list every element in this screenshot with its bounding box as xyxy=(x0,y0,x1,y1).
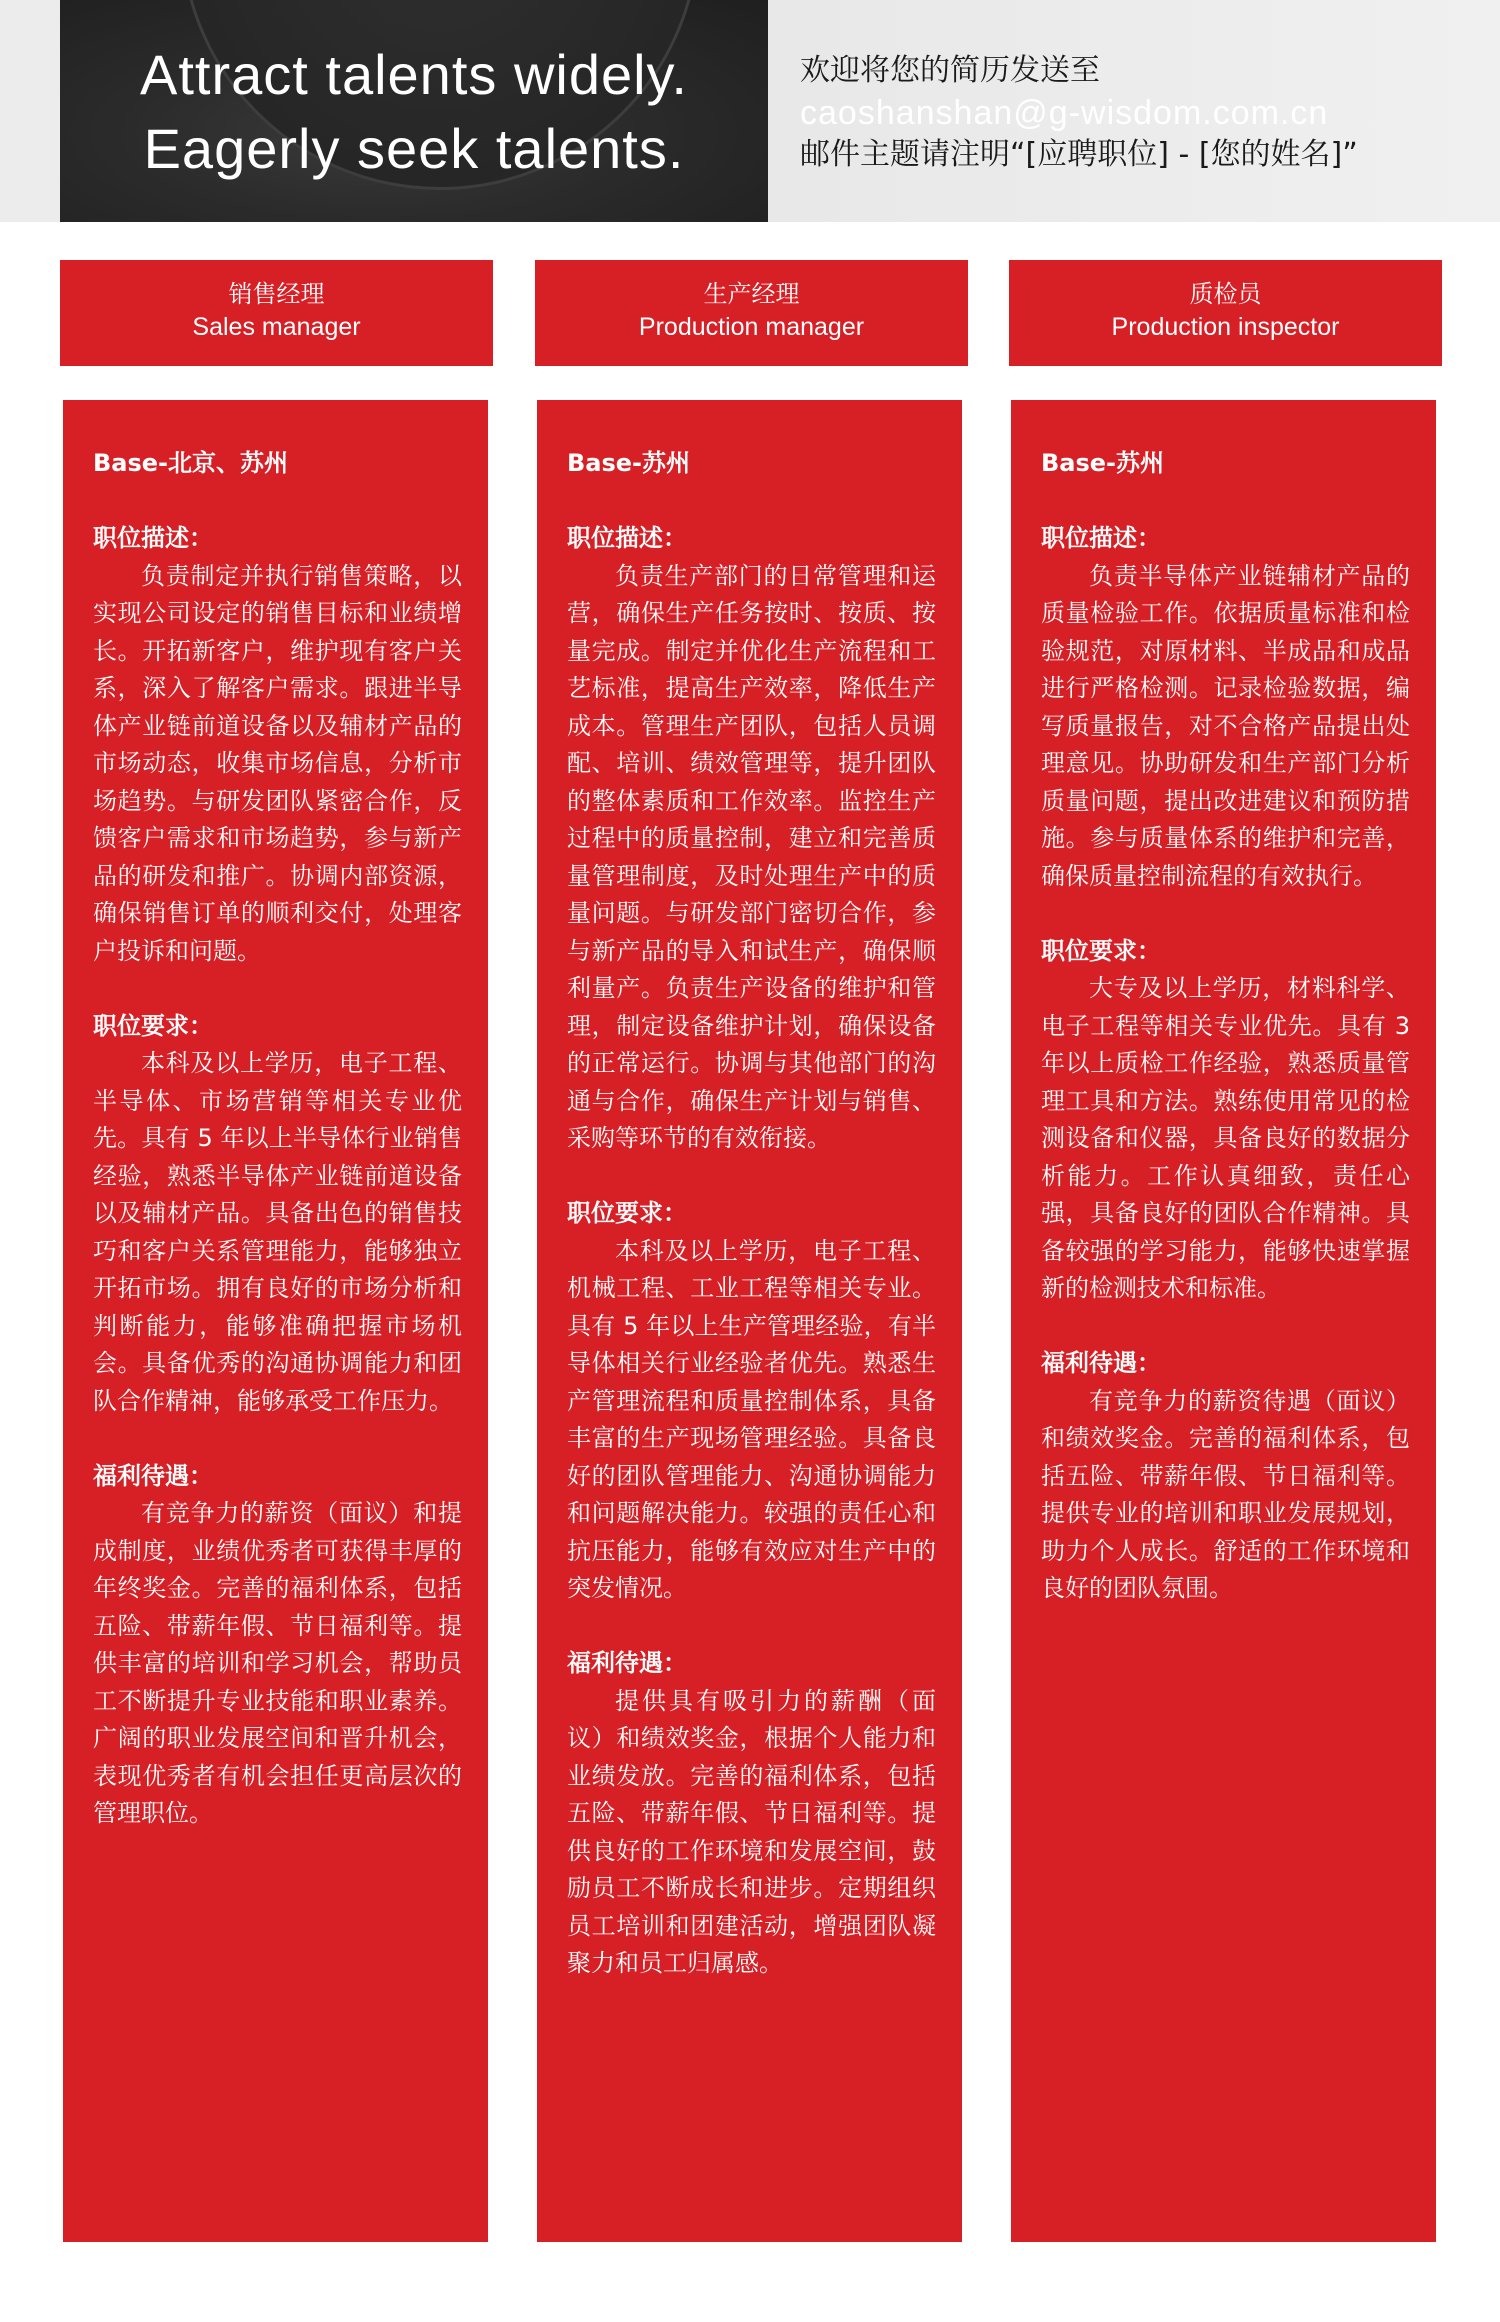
job-description: 负责生产部门的日常管理和运营，确保生产任务按时、按质、按量完成。制定并优化生产流程和工艺标准，提高生产效率，降低生产成本。管理生产团队，包括人员调配、培训、绩效管理等，提升团队的整体素质和工作效率。监控生产过程中的质量控制，建立和完善质量管理制度，及时处理生产中的质量问题。与研发部门密切合作，参与新产品的导入和试生产，确保顺利量产。负责生产设备的维护和管理，制定设备维护计划，确保设备的正常运行。协调与其他部门的沟通与合作，确保生产计划与销售、采购等环节的有效衔接。 xyxy=(567,561,936,1152)
job-card-production-inspector xyxy=(1011,400,1436,2242)
job-benefits: 提供具有吸引力的薪酬（面议）和绩效奖金，根据个人能力和业绩发放。完善的福利体系，包括五险、带薪年假、节日福利等。提供良好的工作环境和发展空间，鼓励员工不断成长和进步。定期组织员工培训和团建活动，增强团队凝聚力和员工归属感。 xyxy=(567,1686,936,1977)
banner-image-panel xyxy=(60,0,768,222)
job-title-en: Production inspector xyxy=(1111,313,1340,341)
job-description: 负责制定并执行销售策略，以实现公司设定的销售目标和业绩增长。开拓新客户，维护现有客户关系，深入了解客户需求。跟进半导体产业链前道设备以及辅材产品的市场动态，收集市场信息，分析市场趋势。与研发团队紧密合作，反馈客户需求和市场趋势，参与新产品的研发和推广。协调内部资源，确保销售订单的顺利交付，处理客户投诉和问题。 xyxy=(93,561,462,965)
contact-email-link[interactable]: caoshanshan@g-wisdom.com.cn xyxy=(800,94,1329,132)
subject-note: 邮件主题请注明“[应聘职位] - [您的姓名]” xyxy=(800,137,1358,172)
job-title-en: Sales manager xyxy=(192,313,361,341)
job-requirements-label: 职位要求： xyxy=(93,1011,213,1040)
slogan-line-1: Attract talents widely. xyxy=(140,43,688,106)
job-description-label: 职位描述： xyxy=(567,524,687,552)
job-requirements: 大专及以上学历，材料科学、电子工程等相关专业优先。具有 3年以上质检工作经验，熟悉质量管理工具和方法。熟练使用常见的检测设备和仪器，具备良好的数据分析能力。工作认真细致，责任心强，具备良好的团队合作精神。具备较强的学习能力，能够快速掌握新的检测技术和标准。 xyxy=(1041,974,1410,1302)
job-benefits: 有竞争力的薪资（面议）和提成制度，业绩优秀者可获得丰厚的年终奖金。完善的福利体系，包括五险、带薪年假、节日福利等。提供丰富的培训和学习机会，帮助员工不断提升专业技能和职业素养。广阔的职业发展空间和晋升机会，表现优秀者有机会担任更高层次的管理职位。 xyxy=(93,1499,462,1827)
job-header-production-inspector xyxy=(1009,260,1442,366)
banner-slogan xyxy=(60,38,768,186)
job-card-production-manager xyxy=(537,400,962,2242)
job-requirements: 本科及以上学历，电子工程、机械工程、工业工程等相关专业。具有 5 年以上生产管理经验，有半导体相关行业经验者优先。熟悉生产管理流程和质量控制体系，具备丰富的生产现场管理经验。具备良好的团队管理能力、沟通协调能力和问题解决能力。较强的责任心和抗压能力，能够有效应对生产中的突发情况。 xyxy=(567,1236,936,1602)
job-title-zh: 生产经理 xyxy=(703,280,800,308)
job-card-sales-manager xyxy=(63,400,488,2242)
job-benefits-label: 福利待遇： xyxy=(567,1649,687,1677)
job-title-en: Production manager xyxy=(638,313,865,341)
job-benefits-label: 福利待遇： xyxy=(1041,1349,1161,1377)
job-title-zh: 质检员 xyxy=(1189,280,1262,308)
job-benefits-label: 福利待遇： xyxy=(93,1461,213,1490)
job-header-production-manager xyxy=(535,260,968,366)
job-base-location: Base-苏州 xyxy=(1041,449,1165,477)
job-description-label: 职位描述： xyxy=(93,524,213,552)
job-requirements: 本科及以上学历，电子工程、半导体、市场营销等相关专业优先。具有 5 年以上半导体行业销售经验，熟悉半导体产业链前道设备以及辅材产品。具备出色的销售技巧和客户关系管理能力，能够独立开拓市场。拥有良好的市场分析和判断能力，能够准确把握市场机会。具备优秀的沟通协调能力和团队合作精神，能够承受工作压力。 xyxy=(93,1049,462,1415)
job-title-zh: 销售经理 xyxy=(228,280,325,308)
hero-banner xyxy=(0,0,1500,222)
slogan-line-2: Eagerly seek talents. xyxy=(143,117,685,180)
job-header-sales-manager xyxy=(60,260,493,366)
job-requirements-label: 职位要求： xyxy=(1041,936,1161,965)
job-base-location: Base-北京、苏州 xyxy=(93,449,289,477)
contact-intro: 欢迎将您的简历发送至 xyxy=(800,53,1100,88)
job-requirements-label: 职位要求： xyxy=(567,1199,687,1227)
contact-info xyxy=(800,50,1460,176)
job-description: 负责半导体产业链辅材产品的质量检验工作。依据质量标准和检验规范，对原材料、半成品和成品进行严格检测。记录检验数据，编写质量报告，对不合格产品提出处理意见。协助研发和生产部门分析质量问题，提出改进建议和预防措施。参与质量体系的维护和完善，确保质量控制流程的有效执行。 xyxy=(1041,561,1410,890)
job-benefits: 有竞争力的薪资待遇（面议）和绩效奖金。完善的福利体系，包括五险、带薪年假、节日福利等。提供专业的培训和职业发展规划，助力个人成长。舒适的工作环境和良好的团队氛围。 xyxy=(1041,1386,1410,1602)
job-base-location: Base-苏州 xyxy=(567,449,691,477)
job-description-label: 职位描述： xyxy=(1041,524,1161,552)
